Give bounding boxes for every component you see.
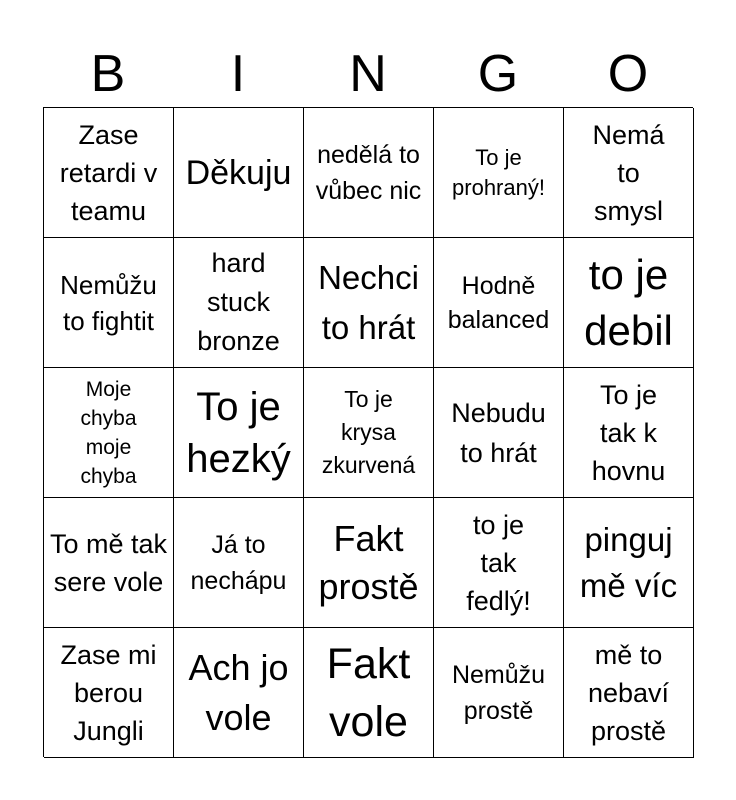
bingo-cell-r3-c5[interactable] xyxy=(564,368,694,498)
cell-text: Děkuju xyxy=(185,153,292,192)
bingo-cell-r1-c3[interactable] xyxy=(304,108,434,238)
bingo-cell-r3-c4[interactable] xyxy=(434,368,564,498)
cell-text: To je krysa zkurvená xyxy=(321,386,416,478)
bingo-cell-r5-c4[interactable] xyxy=(434,628,564,758)
bingo-cell-r1-c5[interactable] xyxy=(564,108,694,238)
cell-text: Nebudu to hrát xyxy=(451,397,546,468)
cell-text: to je tak fedlý! xyxy=(466,509,531,616)
cell-text: nedělá to vůbec nic xyxy=(315,140,422,205)
bingo-cell-r4-c2[interactable] xyxy=(174,498,304,628)
bingo-cell-r4-c3[interactable] xyxy=(304,498,434,628)
cell-text: Zase mi berou Jungli xyxy=(60,639,157,746)
bingo-cell-r3-c2[interactable] xyxy=(174,368,304,498)
bingo-cell-r2-c4[interactable] xyxy=(434,238,564,368)
cell-text: Fakt prostě xyxy=(318,517,419,607)
bingo-cell-r4-c1[interactable] xyxy=(44,498,174,628)
cell-text: Zase retardi v teamu xyxy=(59,119,158,226)
header-letter-o: O xyxy=(607,45,649,103)
cell-text: Moje chyba moje chyba xyxy=(80,377,137,488)
cell-text: To je hezký xyxy=(186,384,291,481)
bingo-cell-r1-c2[interactable] xyxy=(174,108,304,238)
cell-text: Nechci to hrát xyxy=(318,258,419,346)
cell-text: mě to nebaví prostě xyxy=(587,639,670,746)
cell-text: Já to nechápu xyxy=(190,530,287,595)
bingo-cell-r4-c4[interactable] xyxy=(434,498,564,628)
header-letter-n: N xyxy=(349,45,387,103)
bingo-cell-r2-c5[interactable] xyxy=(564,238,694,368)
cell-text: Nemá to smysl xyxy=(592,119,665,226)
bingo-cell-r1-c1[interactable] xyxy=(44,108,174,238)
cell-text: pinguj mě víc xyxy=(579,520,678,604)
header-letter-i: I xyxy=(230,45,246,103)
cell-text: Ach jo vole xyxy=(188,646,289,738)
cell-text: Fakt vole xyxy=(326,639,411,746)
bingo-cell-r5-c3[interactable] xyxy=(304,628,434,758)
bingo-cell-r5-c2[interactable] xyxy=(174,628,304,758)
bingo-cell-r1-c4[interactable] xyxy=(434,108,564,238)
bingo-cell-r2-c1[interactable] xyxy=(44,238,174,368)
bingo-cell-r2-c3[interactable] xyxy=(304,238,434,368)
bingo-cell-r3-c1[interactable] xyxy=(44,368,174,498)
bingo-header xyxy=(43,40,693,108)
bingo-cell-r4-c5[interactable] xyxy=(564,498,694,628)
bingo-cell-r3-c3[interactable] xyxy=(304,368,434,498)
cell-text: Hodně balanced xyxy=(447,271,550,334)
bingo-cell-r5-c5[interactable] xyxy=(564,628,694,758)
cell-text: to je debil xyxy=(584,250,673,354)
cell-text: hard stuck bronze xyxy=(197,248,280,356)
bingo-cell-r5-c1[interactable] xyxy=(44,628,174,758)
header-letter-g: G xyxy=(477,45,519,103)
bingo-cell-r2-c2[interactable] xyxy=(174,238,304,368)
bingo-grid xyxy=(43,107,693,757)
cell-text: Nemůžu to fightit xyxy=(60,269,157,336)
cell-text: To je prohraný! xyxy=(452,144,545,200)
header-letter-b: B xyxy=(90,45,126,103)
cell-text: To je tak k hovnu xyxy=(591,379,666,486)
cell-text: Nemůžu prostě xyxy=(451,660,546,725)
cell-text: To mě tak sere vole xyxy=(49,528,168,597)
